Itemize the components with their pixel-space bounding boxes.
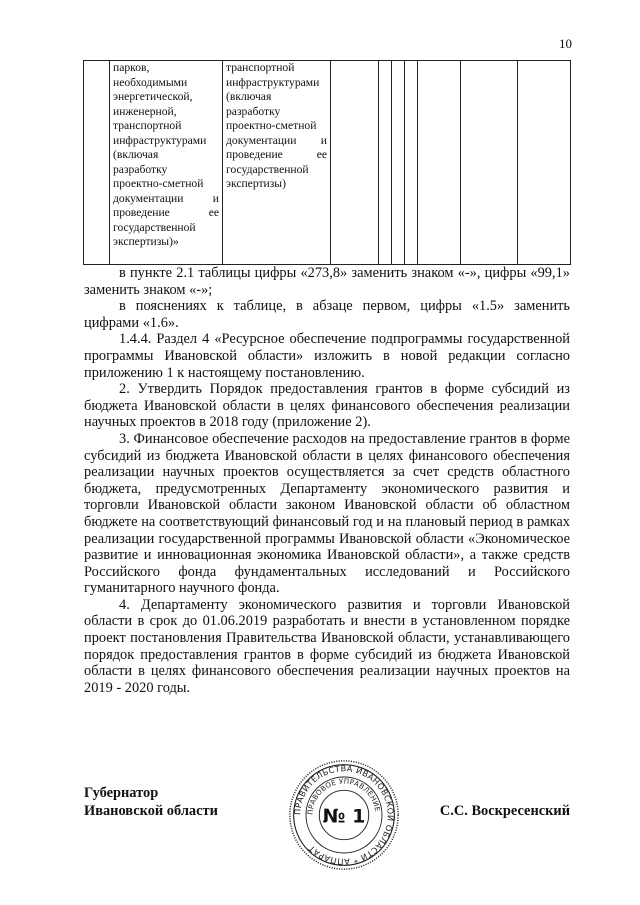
table-cell-event-name: парков, необходимыми энергетической, инженерной, транспортной инфраструктурами (включая разработку проектно-сметной документации и проведение ее государственной экспертизы)» (110, 61, 223, 265)
table-cell-empty (84, 61, 110, 265)
table-cell-empty (518, 61, 571, 265)
table-cell-empty (418, 61, 461, 265)
paragraph: в пояснениях к таблице, в абзаце первом, цифры «1.5» заменить цифрами «1.6». (84, 298, 570, 331)
seal-outer-text: ПРАВИТЕЛЬСТВА ИВАНОВСКОЙ ОБЛАСТИ * АППАРАТ (292, 763, 396, 867)
paragraph: 1.4.4. Раздел 4 «Ресурсное обеспечение подпрограммы государственной программы Ивановской области» изложить в новой редакции согласно приложению 1 к настоящему постановлению. (84, 331, 570, 381)
seal-number: № 1 (322, 805, 366, 828)
signatory-title-line: Ивановской области (84, 803, 218, 819)
paragraph: 3. Финансовое обеспечение расходов на предоставление грантов в форме субсидий из бюджета Ивановской области в целях финансового обеспечения реализации научных проектов осуществляется за счет средств областного бюджета, предусмотренных Департаменту экономического развития и торговли Ивановской области законом Ивановской области об областном бюджете на соответствующий финансовый год и на плановый период в рамках реализации государственной программы Ивановской области «Экономическое развитие и инновационная экономика Ивановской области», а также средств Российского фонда фундаментальных исследований и Российского гуманитарного научного фонда. (84, 430, 570, 597)
table-cell-empty (331, 61, 379, 265)
continuation-table (83, 60, 571, 265)
table-cell-empty (392, 61, 405, 265)
official-seal (287, 758, 401, 872)
table-cell-empty (379, 61, 392, 265)
signatory-name: С.С. Воскресенский (439, 803, 570, 819)
page-number: 10 (559, 36, 572, 51)
paragraph: в пункте 2.1 таблицы цифры «273,8» заменить знаком «-», цифры «99,1» заменить знаком «-»; (84, 265, 570, 298)
table-cell-empty (461, 61, 518, 265)
document-body (84, 265, 570, 696)
paragraph: 2. Утвердить Порядок предоставления грантов в форме субсидий из бюджета Ивановской области в целях финансового обеспечения реализации научных проектов в 2018 году (приложение 2). (84, 381, 570, 431)
paragraph: 4. Департаменту экономического развития и торговли Ивановской области в срок до 01.06.2019 разработать и внести в установленном порядке проект постановления Правительства Ивановской области, устанавливающего порядок предоставления грантов в форме субсидий из бюджета Ивановской области в целях финансового обеспечения реализации научных проектов на 2019 - 2020 годы. (84, 596, 570, 696)
table-row (84, 61, 571, 265)
seal-inner-text: ПРАВОВОЕ УПРАВЛЕНИЕ (305, 776, 383, 816)
table-cell-empty (405, 61, 418, 265)
table-cell-result: транспортной инфраструктурами (включая разработку проектно-сметной документации и проведение ее государственной экспертизы) (223, 61, 331, 265)
signatory-title (84, 784, 218, 820)
signatory-title-line: Губернатор (84, 785, 159, 801)
